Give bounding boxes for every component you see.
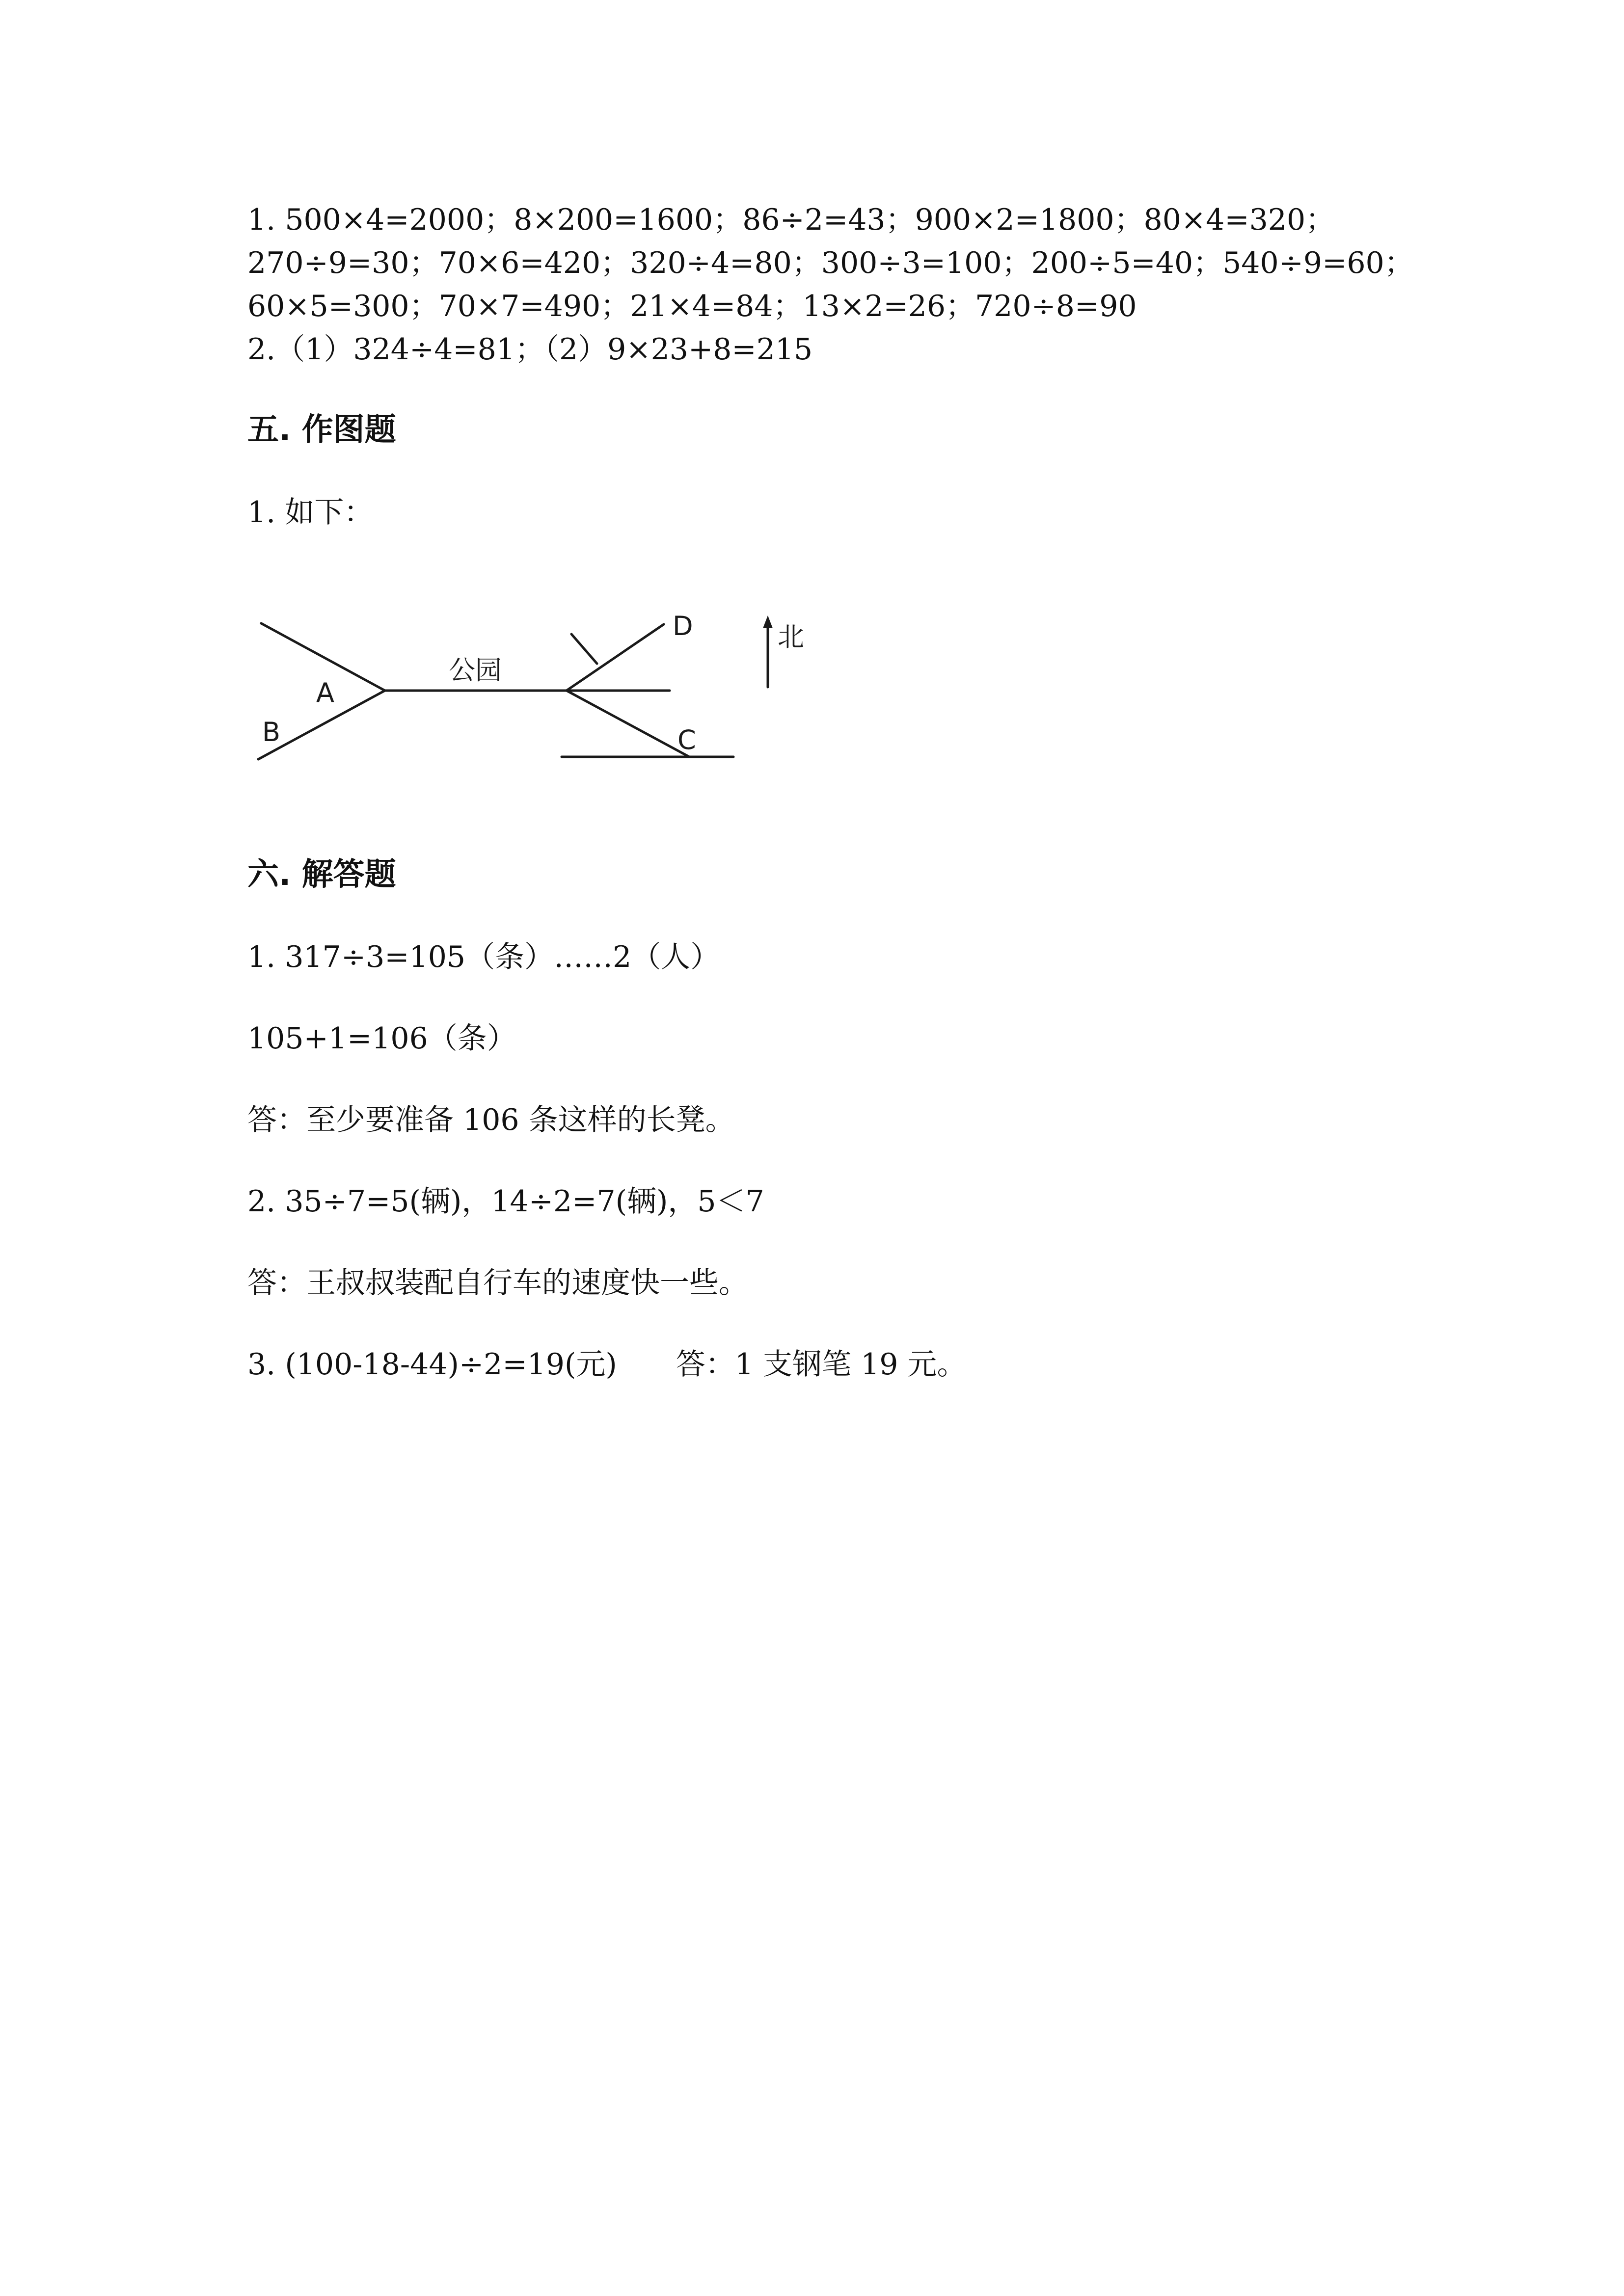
label-b: B [262,717,281,748]
label-a: A [316,677,334,708]
answer-6-1-line-2: 105+1=106（条） [247,1021,516,1056]
section-6-heading: 六. 解答题 [247,856,396,893]
answer-6-2-line-1: 2. 35÷7=5(辆)，14÷2=7(辆)，5＜7 [247,1184,764,1219]
answer-4-2: 2.（1）324÷4=81；（2）9×23+8=215 [247,332,813,367]
answer-4-1-line-3: 60×5=300；70×7=490；21×4=84；13×2=26；720÷8=90 [247,289,1137,323]
answer-4-1-line-1: 1. 500×4=2000；8×200=1600；86÷2=43；900×2=1800；80×4=320； [247,203,1335,237]
label-c: C [677,724,696,755]
answer-6-3-line-1: 3. (100-18-44)÷2=19(元) 答：1 支钢笔 19 元。 [247,1347,967,1382]
north-arrow-head-icon [763,615,773,628]
route-line-to-c [567,691,689,757]
answer-4-1-line-2: 270÷9=30；70×6=420；320÷4=80；300÷3=100；200÷5=40；540÷9=60； [247,246,1414,280]
answer-6-1-answer: 答：至少要准备 106 条这样的长凳。 [247,1103,735,1137]
answer-5-1-intro: 1. 如下： [247,495,374,530]
label-north: 北 [778,621,804,652]
route-line-to-d [567,624,664,691]
label-park: 公园 [449,655,502,686]
route-diagram [247,599,804,775]
answer-6-1-line-1: 1. 317÷3=105（条）……2（人） [247,940,720,974]
section-5-heading: 五. 作图题 [247,412,396,448]
label-d: D [673,611,693,641]
route-line-d-tick [571,634,597,664]
answer-6-2-answer: 答：王叔叔装配自行车的速度快一些。 [247,1266,748,1300]
